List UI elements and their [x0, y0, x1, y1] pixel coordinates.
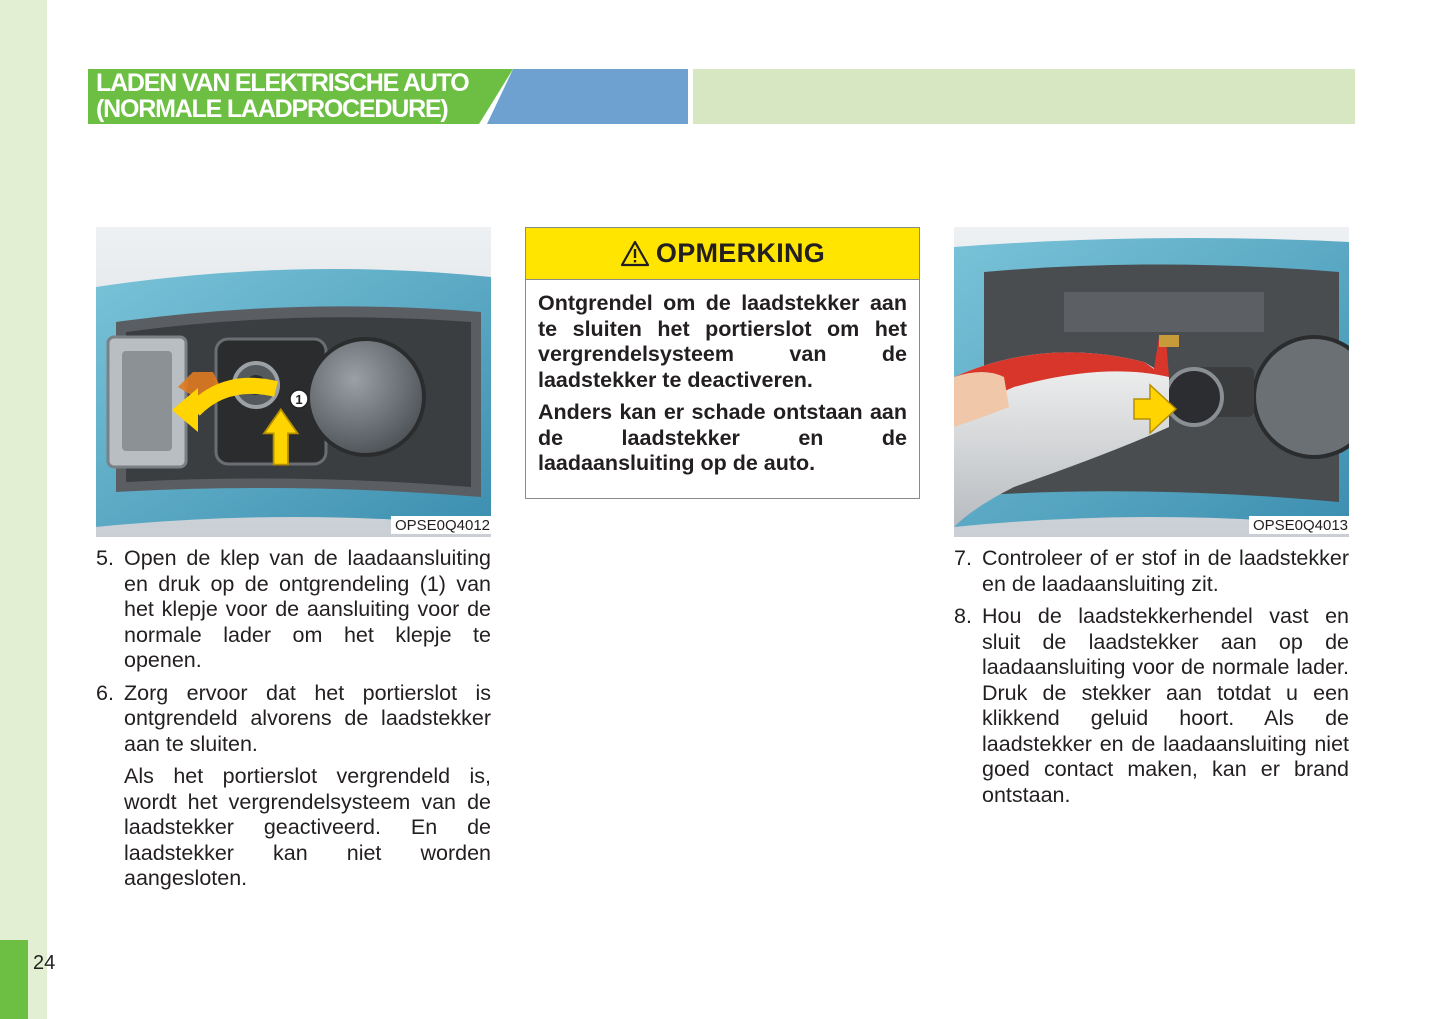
step-paragraph: Hou de laadstekkerhendel vast en sluit de laadstekker aan op de laadaansluiting voor de normale lader. Druk de stekker aan totdat u een klikkend geluid hoort. Als de laadstekker en de laadaansluiting niet goed contact maken, kan er brand ontstaan. — [982, 604, 1349, 807]
notice-box — [525, 227, 920, 499]
section-title-line-1: LADEN VAN ELEKTRISCHE AUTO — [96, 69, 469, 97]
charging-connector-illustration — [954, 227, 1349, 537]
figure-callout-1: 1 — [295, 392, 303, 407]
step-paragraph: Als het portierslot vergrendeld is, wordt het vergrendelsysteem van de laadstekker geactiveerd. En de laadstekker kan niet worden aangesloten. — [124, 764, 491, 890]
list-item — [954, 604, 1349, 808]
notice-body — [526, 280, 919, 477]
step-text — [124, 546, 491, 674]
header-light-band — [693, 69, 1355, 124]
warning-triangle-icon — [620, 240, 650, 267]
section-title — [96, 70, 506, 122]
figure-code: OPSE0Q4012 — [391, 516, 491, 534]
step-paragraph: Open de klep van de laadaansluiting en druk op de ontgrendeling (1) van het klepje voor de aansluiting voor de normale lader om het klepje te openen. — [124, 546, 491, 672]
side-strip — [0, 0, 47, 1019]
step-text — [982, 546, 1349, 597]
notice-header — [526, 228, 919, 280]
notice-title: OPMERKING — [655, 238, 826, 268]
side-tab — [0, 940, 28, 1019]
steps-list-right — [954, 546, 1349, 815]
step-paragraph: Controleer of er stof in de laadstekker en de laadaansluiting zit. — [982, 546, 1349, 596]
step-text — [124, 681, 491, 892]
charge-port-illustration — [96, 227, 491, 537]
section-title-line-2: (NORMALE LAADPROCEDURE) — [96, 95, 448, 123]
figure-connector-plug — [954, 227, 1349, 537]
notice-paragraph: Anders kan er schade ontstaan aan de laadstekker en de laadaansluiting op de auto. — [538, 400, 907, 475]
step-text — [982, 604, 1349, 808]
page-number: 24 — [33, 952, 56, 974]
list-item — [96, 546, 491, 674]
step-paragraph: Zorg ervoor dat het portierslot is ontgrendeld alvorens de laadstekker aan te sluiten. — [124, 680, 491, 756]
header-blue-block — [487, 69, 688, 124]
notice-paragraph: Ontgrendel om de laadstekker aan te sluiten het portierslot om het vergrendelsysteem van de laadstekker te deactiveren. — [538, 291, 907, 392]
step-number: 8. — [954, 604, 972, 628]
steps-list-left — [96, 546, 491, 899]
step-number: 5. — [96, 546, 114, 570]
step-number: 6. — [96, 680, 114, 705]
list-item — [954, 546, 1349, 597]
step-number: 7. — [954, 546, 972, 570]
figure-code: OPSE0Q4013 — [1249, 516, 1349, 534]
figure-charge-port-open — [96, 227, 491, 537]
list-item — [96, 681, 491, 892]
